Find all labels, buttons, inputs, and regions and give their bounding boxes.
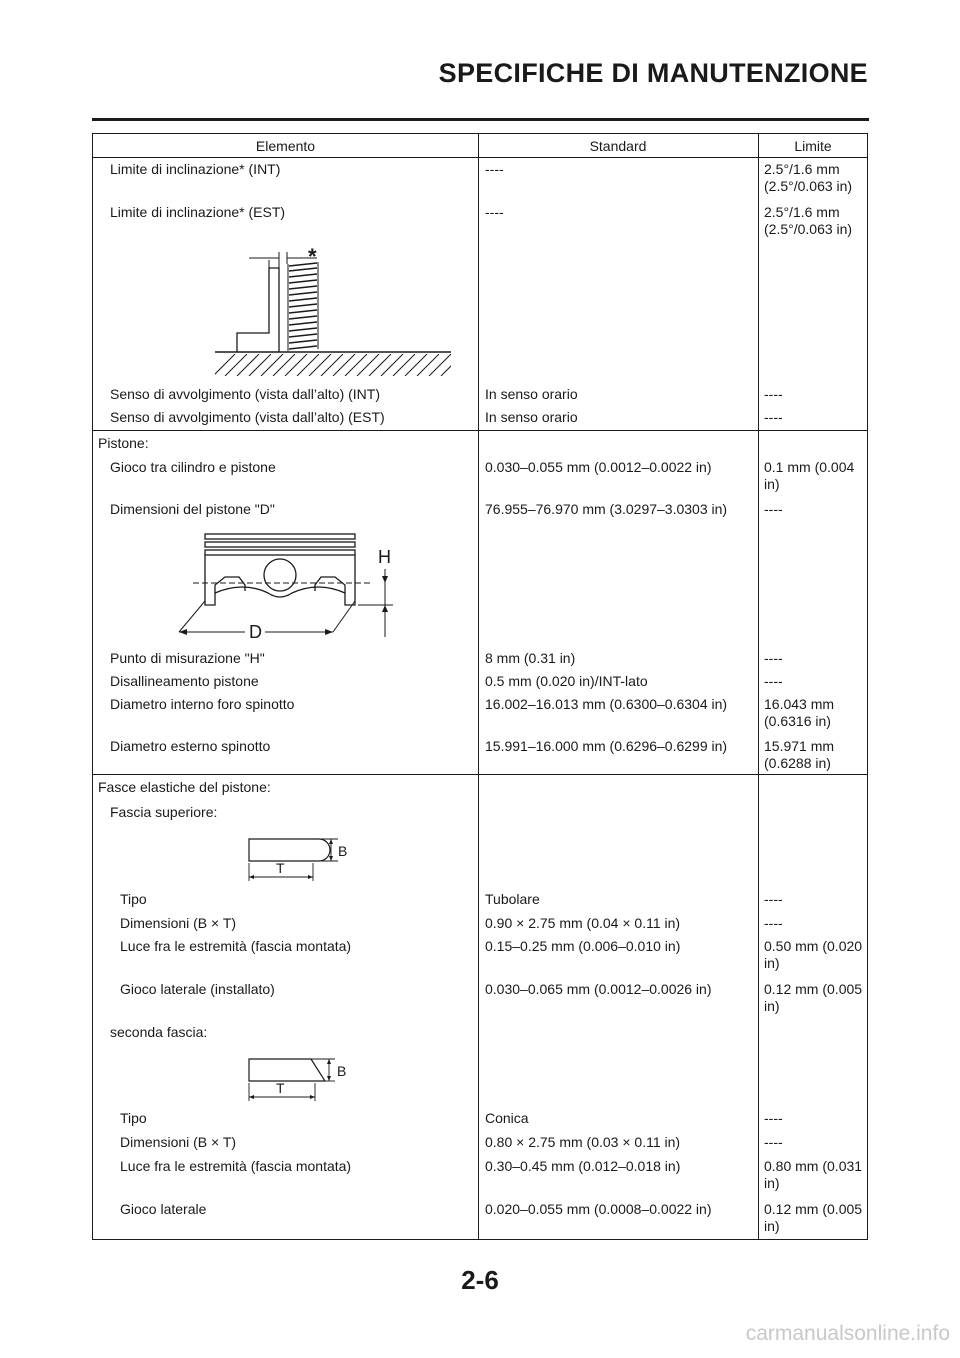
second-ring-type-label: Tipo <box>120 1110 147 1126</box>
tilt-ex-standard: ---- <box>485 204 504 220</box>
tilt-ex-limit: 2.5°/1.6 mm <box>764 204 840 220</box>
top-ring-heading: Fascia superiore: <box>110 804 218 820</box>
piston-figure-h-label: H <box>378 547 391 567</box>
pin-od-limit: 15.971 mm <box>764 738 835 754</box>
page-number: 2-6 <box>461 1265 499 1295</box>
piston-clearance-limit-cont: in) <box>764 476 780 492</box>
tilt-ex-limit-imperial: (2.5°/0.063 in) <box>764 221 853 237</box>
second-ring-end-gap-limit-cont: in) <box>764 1175 780 1191</box>
row-divider-piston <box>93 430 867 431</box>
piston-offset-label: Disallineamento pistone <box>110 673 259 689</box>
second-ring-figure-b-label: B <box>337 1063 347 1079</box>
pin-od-standard: 15.991–16.000 mm (0.6296–0.6299 in) <box>485 738 728 754</box>
tilt-int-limit-imperial: (2.5°/0.063 in) <box>764 178 853 194</box>
pin-od-label: Diametro esterno spinotto <box>110 738 271 754</box>
top-ring-side-clearance-label: Gioco laterale (installato) <box>120 981 275 997</box>
header-element: Elemento <box>255 138 316 154</box>
top-ring-type-limit: ---- <box>764 891 783 907</box>
top-ring-figure-b-label: B <box>338 843 348 859</box>
second-ring-dimensions-limit: ---- <box>764 1134 783 1150</box>
tilt-int-label: Limite di inclinazione* (INT) <box>110 161 281 177</box>
piston-figure <box>173 529 413 644</box>
piston-clearance-standard: 0.030–0.055 mm (0.0012–0.0022 in) <box>485 459 712 475</box>
second-ring-side-clearance-limit: 0.12 mm (0.005 <box>764 1201 863 1217</box>
column-divider-standard <box>478 134 479 1239</box>
header-rule <box>93 157 867 158</box>
piston-diameter-limit: ---- <box>764 501 783 517</box>
pin-bore-standard: 16.002–16.013 mm (0.6300–0.6304 in) <box>485 696 728 712</box>
pin-bore-label: Diametro interno foro spinotto <box>110 696 295 712</box>
second-ring-dimensions-label: Dimensioni (B × T) <box>120 1134 237 1150</box>
watermark: carmanualsonline.info <box>745 1322 950 1345</box>
second-ring-type-standard: Conica <box>485 1110 529 1126</box>
top-ring-dimensions-limit: ---- <box>764 915 783 931</box>
piston-heading: Pistone: <box>98 435 149 451</box>
top-ring-end-gap-limit-cont: in) <box>764 955 780 971</box>
second-ring-figure <box>243 1049 373 1104</box>
piston-diameter-standard: 76.955–76.970 mm (3.0297–3.0303 in) <box>485 501 728 517</box>
second-ring-heading: seconda fascia: <box>110 1024 208 1040</box>
top-ring-dimensions-standard: 0.90 × 2.75 mm (0.04 × 0.11 in) <box>485 915 681 931</box>
top-ring-dimensions-label: Dimensioni (B × T) <box>120 915 237 931</box>
second-ring-end-gap-label: Luce fra le estremità (fascia montata) <box>120 1158 352 1174</box>
column-divider-limit <box>758 134 759 1239</box>
spec-table <box>92 133 868 1240</box>
piston-diameter-label: Dimensioni del pistone "D" <box>110 501 275 517</box>
winding-ex-label: Senso di avvolgimento (vista dall’alto) (EST) <box>110 409 385 425</box>
title-rule <box>92 118 869 121</box>
tilt-int-standard: ---- <box>485 161 504 177</box>
second-ring-side-clearance-limit-cont: in) <box>764 1218 780 1234</box>
winding-ex-limit: ---- <box>764 409 783 425</box>
spring-figure-asterisk: * <box>308 246 317 269</box>
piston-figure-d-label: D <box>249 622 262 642</box>
header-standard: Standard <box>589 138 647 154</box>
page-title: SPECIFICHE DI MANUTENZIONE <box>438 58 868 88</box>
top-ring-figure <box>243 829 373 884</box>
winding-int-label: Senso di avvolgimento (vista dall’alto) (INT) <box>110 386 380 402</box>
top-ring-figure-t-label: T <box>276 860 285 876</box>
top-ring-type-standard: Tubolare <box>485 891 540 907</box>
top-ring-end-gap-label: Luce fra le estremità (fascia montata) <box>120 938 352 954</box>
piston-clearance-limit: 0.1 mm (0.004 <box>764 459 855 475</box>
winding-int-standard: In senso orario <box>485 386 578 402</box>
top-ring-side-clearance-limit-cont: in) <box>764 998 780 1014</box>
top-ring-side-clearance-standard: 0.030–0.065 mm (0.0012–0.0026 in) <box>485 981 712 997</box>
second-ring-end-gap-limit: 0.80 mm (0.031 <box>764 1158 863 1174</box>
piston-offset-limit: ---- <box>764 673 783 689</box>
pin-bore-limit: 16.043 mm <box>764 696 835 712</box>
second-ring-type-limit: ---- <box>764 1110 783 1126</box>
tilt-ex-label: Limite di inclinazione* (EST) <box>110 204 286 220</box>
top-ring-type-label: Tipo <box>120 891 147 907</box>
second-ring-end-gap-standard: 0.30–0.45 mm (0.012–0.018 in) <box>485 1158 681 1174</box>
second-ring-side-clearance-label: Gioco laterale <box>120 1201 207 1217</box>
spring-tilt-figure <box>213 246 453 376</box>
measuring-point-label: Punto di misurazione "H" <box>110 650 265 666</box>
row-divider-rings <box>93 774 867 775</box>
pin-od-limit-imperial: (0.6288 in) <box>764 755 831 771</box>
pin-bore-limit-imperial: (0.6316 in) <box>764 713 831 729</box>
winding-ex-standard: In senso orario <box>485 409 578 425</box>
second-ring-dimensions-standard: 0.80 × 2.75 mm (0.03 × 0.11 in) <box>485 1134 681 1150</box>
rings-heading: Fasce elastiche del pistone: <box>98 779 271 795</box>
piston-clearance-label: Gioco tra cilindro e pistone <box>110 459 276 475</box>
measuring-point-limit: ---- <box>764 650 783 666</box>
top-ring-end-gap-standard: 0.15–0.25 mm (0.006–0.010 in) <box>485 938 681 954</box>
top-ring-side-clearance-limit: 0.12 mm (0.005 <box>764 981 863 997</box>
second-ring-figure-t-label: T <box>276 1080 285 1096</box>
second-ring-side-clearance-standard: 0.020–0.055 mm (0.0008–0.0022 in) <box>485 1201 712 1217</box>
piston-offset-standard: 0.5 mm (0.020 in)/INT-lato <box>485 673 648 689</box>
winding-int-limit: ---- <box>764 386 783 402</box>
top-ring-end-gap-limit: 0.50 mm (0.020 <box>764 938 863 954</box>
measuring-point-standard: 8 mm (0.31 in) <box>485 650 576 666</box>
tilt-int-limit: 2.5°/1.6 mm <box>764 161 840 177</box>
header-limit: Limite <box>794 138 832 154</box>
